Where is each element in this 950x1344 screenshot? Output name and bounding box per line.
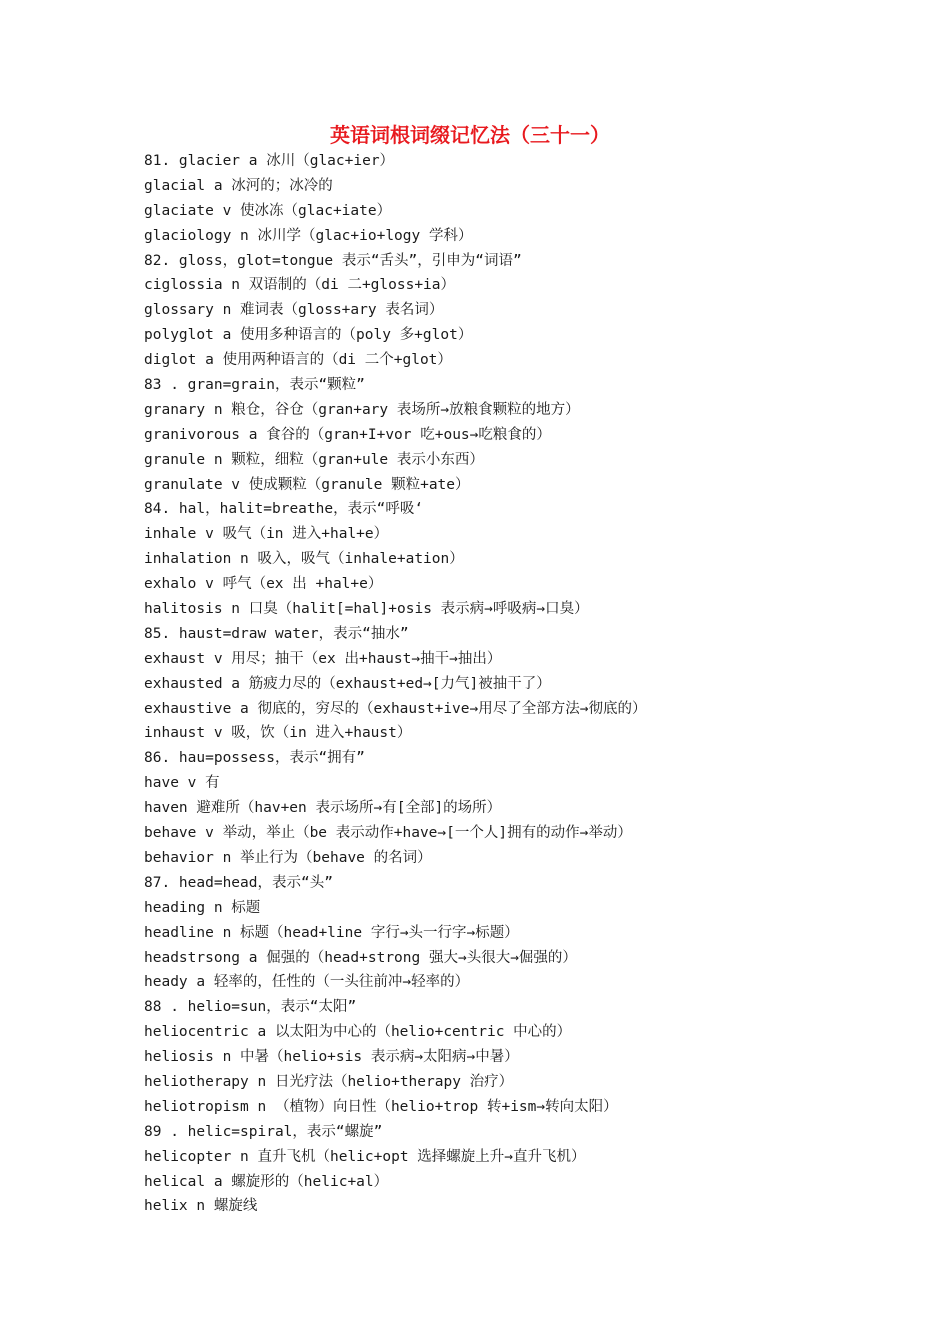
text-line: glaciate v 使冰冻（glac+iate） [144,202,392,219]
page-title: 英语词根词缀记忆法（三十一） [330,123,610,147]
text-line: granivorous a 食谷的（gran+I+vor 吃+ous→吃粮食的） [144,426,551,443]
text-line: helicopter n 直升飞机（helic+opt 选择螺旋上升→直升飞机） [144,1148,586,1165]
text-line: inhalation n 吸入，吸气（inhale+ation） [144,551,464,568]
text-line: glacial a 冰河的；冰冷的 [144,177,333,194]
text-line: 87. head=head，表示“头” [144,874,333,891]
text-line: haven 避难所（hav+en 表示场所→有[全部]的场所） [144,800,502,817]
text-line: halitosis n 口臭（halit[=hal]+osis 表示病→呼吸病→口臭） [144,601,589,618]
text-line: diglot a 使用两种语言的（di 二个+glot） [144,352,452,369]
text-line: exhausted a 筋疲力尽的（exhaust+ed→[力气]被抽干了） [144,675,551,692]
text-line: helix n 螺旋线 [144,1198,258,1215]
text-line: heliocentric a 以太阳为中心的（helio+centric 中心的） [144,1024,572,1041]
text-line: granule n 颗粒，细粒（gran+ule 表示小东西） [144,451,484,468]
text-line: 85. haust=draw water，表示“抽水” [144,625,409,642]
text-line: glaciology n 冰川学（glac+io+logy 学科） [144,227,473,244]
text-line: heading n 标题 [144,899,261,916]
text-line: 83 . gran=grain，表示“颗粒” [144,377,365,394]
text-line: 82. gloss，glot=tongue 表示“舌头”，引申为“词语” [144,252,522,269]
text-line: granary n 粮仓，谷仓（gran+ary 表场所→放粮食颗粒的地方） [144,401,580,418]
text-line: ciglossia n 双语制的（di 二+gloss+ia） [144,277,456,294]
text-line: heliosis n 中暑（helio+sis 表示病→太阳病→中暑） [144,1049,519,1066]
word-list [144,149,924,1219]
text-line: glossary n 难词表（gloss+ary 表名词） [144,302,444,319]
text-line: granulate v 使成颗粒（granule 颗粒+ate） [144,476,470,493]
text-line: headline n 标题（head+line 字行→头一行字→标题） [144,924,519,941]
text-line: inhaust v 吸，饮（in 进入+haust） [144,725,412,742]
text-line: heliotropism n （植物）向日性（helio+trop 转+ism→转向太阳） [144,1098,618,1115]
text-line: inhale v 吸气（in 进入+hal+e） [144,526,389,543]
text-line: 89 . helic=spiral，表示“螺旋” [144,1123,383,1140]
text-line: 86. hau=possess，表示“拥有” [144,750,365,767]
text-line: polyglot a 使用多种语言的（poly 多+glot） [144,327,473,344]
text-line: 81. glacier a 冰川（glac+ier） [144,153,395,169]
text-line: exhaustive a 彻底的，穷尽的（exhaust+ive→用尽了全部方法→彻底的） [144,700,647,717]
text-line: heliotherapy n 日光疗法（helio+therapy 治疗） [144,1073,514,1090]
text-line: helical a 螺旋形的（helic+al） [144,1173,389,1190]
text-line: have v 有 [144,775,220,792]
text-line: behave v 举动，举止（be 表示动作+have→[一个人]拥有的动作→举动） [144,825,632,842]
text-line: exhaust v 用尽；抽干（ex 出+haust→抽干→抽出） [144,650,502,667]
text-line: headstrsong a 倔强的（head+strong 强大→头很大→倔强的） [144,949,577,966]
text-line: exhalo v 呼气（ex 出 +hal+e） [144,576,383,593]
text-line: heady a 轻率的，任性的（一头往前冲→轻率的） [144,974,470,991]
text-line: behavior n 举止行为（behave 的名词） [144,849,432,866]
text-line: 88 . helio=sun，表示“太阳” [144,999,357,1016]
text-line: 84. hal，halit=breathe，表示“呼吸‘ [144,501,424,518]
